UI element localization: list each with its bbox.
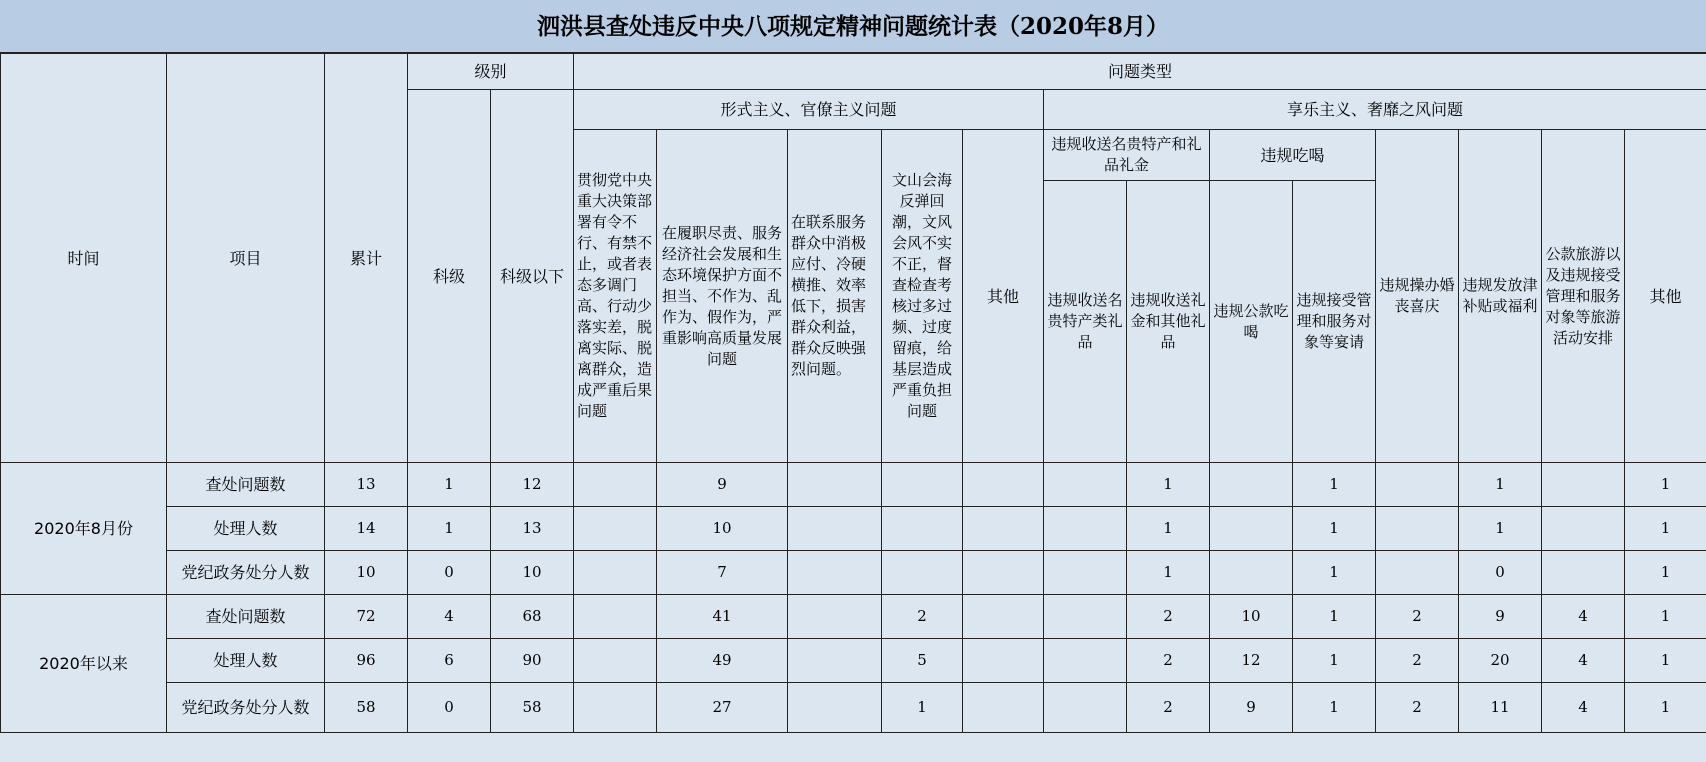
value-cell: 58 xyxy=(491,683,574,733)
value-cell: 1 xyxy=(1293,463,1376,507)
value-cell xyxy=(1542,507,1625,551)
value-cell xyxy=(1376,507,1459,551)
value-cell: 1 xyxy=(1127,551,1210,595)
value-cell: 1 xyxy=(1625,507,1706,551)
value-cell xyxy=(1542,463,1625,507)
value-cell: 20 xyxy=(1459,639,1542,683)
value-cell xyxy=(1044,463,1127,507)
header-formalism: 形式主义、官僚主义问题 xyxy=(574,90,1044,130)
value-cell: 1 xyxy=(1625,463,1706,507)
value-cell: 12 xyxy=(491,463,574,507)
value-cell: 0 xyxy=(408,683,491,733)
item-cell: 处理人数 xyxy=(167,639,325,683)
value-cell xyxy=(788,551,882,595)
value-cell: 1 xyxy=(1293,639,1376,683)
table-row xyxy=(1,507,1706,551)
value-cell xyxy=(788,463,882,507)
value-cell xyxy=(1376,463,1459,507)
value-cell xyxy=(574,463,657,507)
value-cell: 27 xyxy=(657,683,788,733)
item-cell: 查处问题数 xyxy=(167,463,325,507)
value-cell: 1 xyxy=(1625,683,1706,733)
value-cell: 10 xyxy=(325,551,408,595)
item-cell: 查处问题数 xyxy=(167,595,325,639)
value-cell: 90 xyxy=(491,639,574,683)
value-cell: 1 xyxy=(1625,551,1706,595)
value-cell: 13 xyxy=(491,507,574,551)
value-cell xyxy=(1542,551,1625,595)
item-cell: 党纪政务处分人数 xyxy=(167,551,325,595)
value-cell: 10 xyxy=(657,507,788,551)
value-cell: 72 xyxy=(325,595,408,639)
value-cell xyxy=(1210,551,1293,595)
value-cell: 1 xyxy=(1459,507,1542,551)
period-cell: 2020年以来 xyxy=(1,595,167,733)
value-cell xyxy=(1044,507,1127,551)
value-cell: 9 xyxy=(657,463,788,507)
value-cell: 9 xyxy=(1459,595,1542,639)
value-cell: 1 xyxy=(408,463,491,507)
value-cell: 96 xyxy=(325,639,408,683)
period-cell: 2020年8月份 xyxy=(1,463,167,595)
table-row xyxy=(1,595,1706,639)
value-cell xyxy=(788,595,882,639)
value-cell: 2 xyxy=(1127,595,1210,639)
value-cell: 4 xyxy=(408,595,491,639)
value-cell xyxy=(574,639,657,683)
statistics-table xyxy=(0,53,1706,733)
header-hedonism-1: 违规收送名贵特产类礼品 xyxy=(1044,181,1127,463)
value-cell: 1 xyxy=(1625,595,1706,639)
header-hedonism-other: 其他 xyxy=(1625,130,1706,463)
value-cell xyxy=(1044,595,1127,639)
value-cell: 6 xyxy=(408,639,491,683)
value-cell: 1 xyxy=(1127,507,1210,551)
value-cell xyxy=(574,683,657,733)
value-cell xyxy=(882,507,963,551)
value-cell: 1 xyxy=(1293,551,1376,595)
value-cell: 5 xyxy=(882,639,963,683)
header-hedonism-7: 公款旅游以及违规接受管理和服务对象等旅游活动安排 xyxy=(1542,130,1625,463)
value-cell xyxy=(1376,551,1459,595)
value-cell: 1 xyxy=(408,507,491,551)
header-hedonism-5: 违规操办婚丧喜庆 xyxy=(1376,130,1459,463)
value-cell: 1 xyxy=(1293,595,1376,639)
header-item: 项目 xyxy=(167,54,325,463)
header-total: 累计 xyxy=(325,54,408,463)
value-cell: 4 xyxy=(1542,639,1625,683)
value-cell: 49 xyxy=(657,639,788,683)
value-cell: 2 xyxy=(1127,639,1210,683)
value-cell xyxy=(788,507,882,551)
value-cell xyxy=(1044,683,1127,733)
value-cell: 2 xyxy=(882,595,963,639)
value-cell xyxy=(1044,639,1127,683)
header-hedonism-6: 违规发放津补贴或福利 xyxy=(1459,130,1542,463)
value-cell: 9 xyxy=(1210,683,1293,733)
value-cell xyxy=(1210,463,1293,507)
value-cell: 13 xyxy=(325,463,408,507)
value-cell xyxy=(1210,507,1293,551)
value-cell: 2 xyxy=(1376,683,1459,733)
header-gifts-group: 违规收送名贵特产和礼品礼金 xyxy=(1044,130,1210,181)
value-cell xyxy=(882,551,963,595)
value-cell: 12 xyxy=(1210,639,1293,683)
table-row xyxy=(1,639,1706,683)
header-formalism-other: 其他 xyxy=(963,130,1044,463)
value-cell: 1 xyxy=(882,683,963,733)
value-cell: 10 xyxy=(1210,595,1293,639)
value-cell xyxy=(788,639,882,683)
value-cell xyxy=(963,639,1044,683)
value-cell: 0 xyxy=(1459,551,1542,595)
value-cell xyxy=(574,507,657,551)
value-cell: 11 xyxy=(1459,683,1542,733)
header-level-section: 科级 xyxy=(408,90,491,463)
value-cell: 1 xyxy=(1127,463,1210,507)
header-hedonism-4: 违规接受管理和服务对象等宴请 xyxy=(1293,181,1376,463)
value-cell: 2 xyxy=(1376,639,1459,683)
value-cell: 2 xyxy=(1376,595,1459,639)
table-row xyxy=(1,551,1706,595)
header-hedonism: 享乐主义、奢靡之风问题 xyxy=(1044,90,1706,130)
header-formalism-1: 贯彻党中央重大决策部署有令不行、有禁不止，或者表态多调门高、行动少落实差，脱离实际、脱离群众，造成严重后果问题 xyxy=(574,130,657,463)
value-cell: 2 xyxy=(1127,683,1210,733)
item-cell: 处理人数 xyxy=(167,507,325,551)
header-hedonism-3: 违规公款吃喝 xyxy=(1210,181,1293,463)
value-cell: 4 xyxy=(1542,683,1625,733)
header-level: 级别 xyxy=(408,54,574,90)
value-cell: 14 xyxy=(325,507,408,551)
value-cell: 1 xyxy=(1459,463,1542,507)
value-cell: 0 xyxy=(408,551,491,595)
header-eating-group: 违规吃喝 xyxy=(1210,130,1376,181)
header-formalism-4: 文山会海反弹回潮，文风会风不实不正，督查检查考核过多过频、过度留痕，给基层造成严重负担问题 xyxy=(882,130,963,463)
value-cell xyxy=(963,595,1044,639)
value-cell xyxy=(963,463,1044,507)
value-cell: 1 xyxy=(1625,639,1706,683)
value-cell: 4 xyxy=(1542,595,1625,639)
header-formalism-3: 在联系服务群众中消极应付、冷硬横推、效率低下，损害群众利益，群众反映强烈问题。 xyxy=(788,130,882,463)
value-cell: 7 xyxy=(657,551,788,595)
table-row xyxy=(1,463,1706,507)
value-cell xyxy=(1044,551,1127,595)
page-title: 泗洪县查处违反中央八项规定精神问题统计表（2020年8月） xyxy=(0,0,1706,53)
header-time: 时间 xyxy=(1,54,167,463)
value-cell: 58 xyxy=(325,683,408,733)
value-cell xyxy=(963,683,1044,733)
value-cell: 1 xyxy=(1293,507,1376,551)
table-row xyxy=(1,683,1706,733)
value-cell xyxy=(963,507,1044,551)
header-hedonism-2: 违规收送礼金和其他礼品 xyxy=(1127,181,1210,463)
item-cell: 党纪政务处分人数 xyxy=(167,683,325,733)
value-cell: 10 xyxy=(491,551,574,595)
value-cell xyxy=(882,463,963,507)
header-problem-type: 问题类型 xyxy=(574,54,1706,90)
value-cell: 41 xyxy=(657,595,788,639)
value-cell: 1 xyxy=(1293,683,1376,733)
value-cell xyxy=(788,683,882,733)
value-cell xyxy=(574,551,657,595)
value-cell xyxy=(963,551,1044,595)
header-level-below: 科级以下 xyxy=(491,90,574,463)
header-formalism-2: 在履职尽责、服务经济社会发展和生态环境保护方面不担当、不作为、乱作为、假作为，严重影响高质量发展问题 xyxy=(657,130,788,463)
value-cell xyxy=(574,595,657,639)
value-cell: 68 xyxy=(491,595,574,639)
